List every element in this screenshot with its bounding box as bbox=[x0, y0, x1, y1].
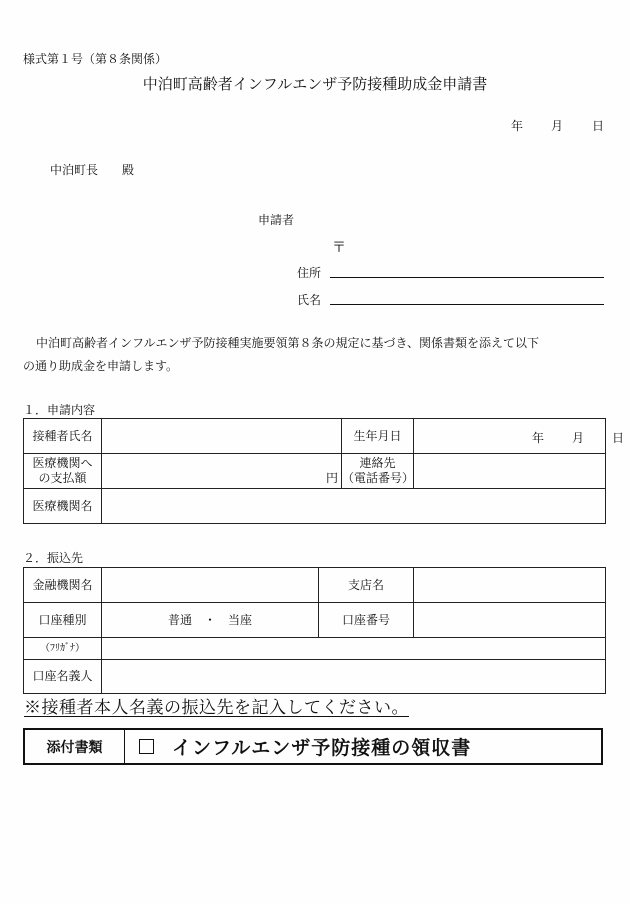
page-title: 中泊町高齢者インフルエンザ予防接種助成金申請書 bbox=[142, 75, 488, 93]
notice-text: ※接種者本人名義の振込先を記入してください。 bbox=[24, 698, 409, 718]
yen-unit: 円 bbox=[325, 471, 338, 485]
attachment-item bbox=[125, 733, 471, 760]
postal-mark: 〒 bbox=[332, 240, 346, 256]
furigana-label: （ﾌﾘｶﾞﾅ） bbox=[24, 638, 102, 660]
account-number-cell[interactable] bbox=[414, 603, 606, 638]
date-year: 年 bbox=[511, 119, 524, 133]
section1-heading: １．申請内容 bbox=[23, 403, 96, 417]
recipient-name-label: 接種者氏名 bbox=[24, 419, 102, 454]
payment-label-line-2: の支払額 bbox=[38, 471, 87, 485]
birthdate-label: 生年月日 bbox=[342, 419, 414, 454]
account-type-options[interactable]: 普通 ・ 当座 bbox=[102, 603, 319, 638]
account-number-label: 口座番号 bbox=[319, 603, 414, 638]
bank-label: 金融機関名 bbox=[24, 568, 102, 603]
name-field-line[interactable] bbox=[330, 304, 604, 305]
bank-name-cell[interactable] bbox=[102, 568, 319, 603]
section2-heading: ２．振込先 bbox=[23, 551, 84, 565]
institution-label: 医療機関名 bbox=[24, 489, 102, 524]
name-label: 氏名 bbox=[297, 293, 322, 307]
transfer-table bbox=[23, 567, 606, 694]
holder-label: 口座名義人 bbox=[24, 660, 102, 694]
date-day: 日 bbox=[592, 119, 605, 133]
date-month: 月 bbox=[551, 119, 564, 133]
checkbox-icon[interactable] bbox=[139, 739, 154, 754]
payment-label bbox=[24, 454, 102, 489]
payment-label-line-1: 医療機関へ bbox=[32, 456, 93, 470]
account-type-label: 口座種別 bbox=[24, 603, 102, 638]
addressee: 中泊町長 殿 bbox=[50, 163, 135, 177]
attachments-label: 添付書類 bbox=[25, 730, 125, 763]
furigana-cell[interactable] bbox=[102, 638, 606, 660]
contact-label-line-2: （電話番号） bbox=[342, 471, 415, 485]
branch-name-cell[interactable] bbox=[414, 568, 606, 603]
branch-label: 支店名 bbox=[319, 568, 414, 603]
attachment-item-text: インフルエンザ予防接種の領収書 bbox=[172, 737, 472, 759]
address-field-line[interactable] bbox=[330, 277, 604, 278]
contact-label bbox=[342, 454, 414, 489]
statement-line-1: 中泊町高齢者インフルエンザ予防接種実施要領第８条の規定に基づき、関係書類を添えて以下 bbox=[36, 336, 540, 350]
contact-phone-cell[interactable] bbox=[414, 454, 606, 489]
birthdate-cell[interactable] bbox=[414, 419, 625, 454]
birth-month: 月 bbox=[572, 431, 585, 445]
contact-label-line-1: 連絡先 bbox=[359, 456, 396, 470]
application-table bbox=[23, 418, 625, 524]
birth-day: 日 bbox=[612, 431, 625, 445]
applicant-label: 申請者 bbox=[258, 213, 295, 227]
form-number: 様式第１号（第８条関係） bbox=[23, 52, 168, 66]
address-label: 住所 bbox=[297, 266, 322, 280]
attachments-box bbox=[23, 728, 603, 765]
payment-amount-cell[interactable] bbox=[102, 454, 342, 489]
institution-name-cell[interactable] bbox=[102, 489, 606, 524]
recipient-name-cell[interactable] bbox=[102, 419, 342, 454]
statement-line-2: の通り助成金を申請します。 bbox=[23, 359, 179, 373]
birth-year: 年 bbox=[532, 431, 545, 445]
holder-name-cell[interactable] bbox=[102, 660, 606, 694]
